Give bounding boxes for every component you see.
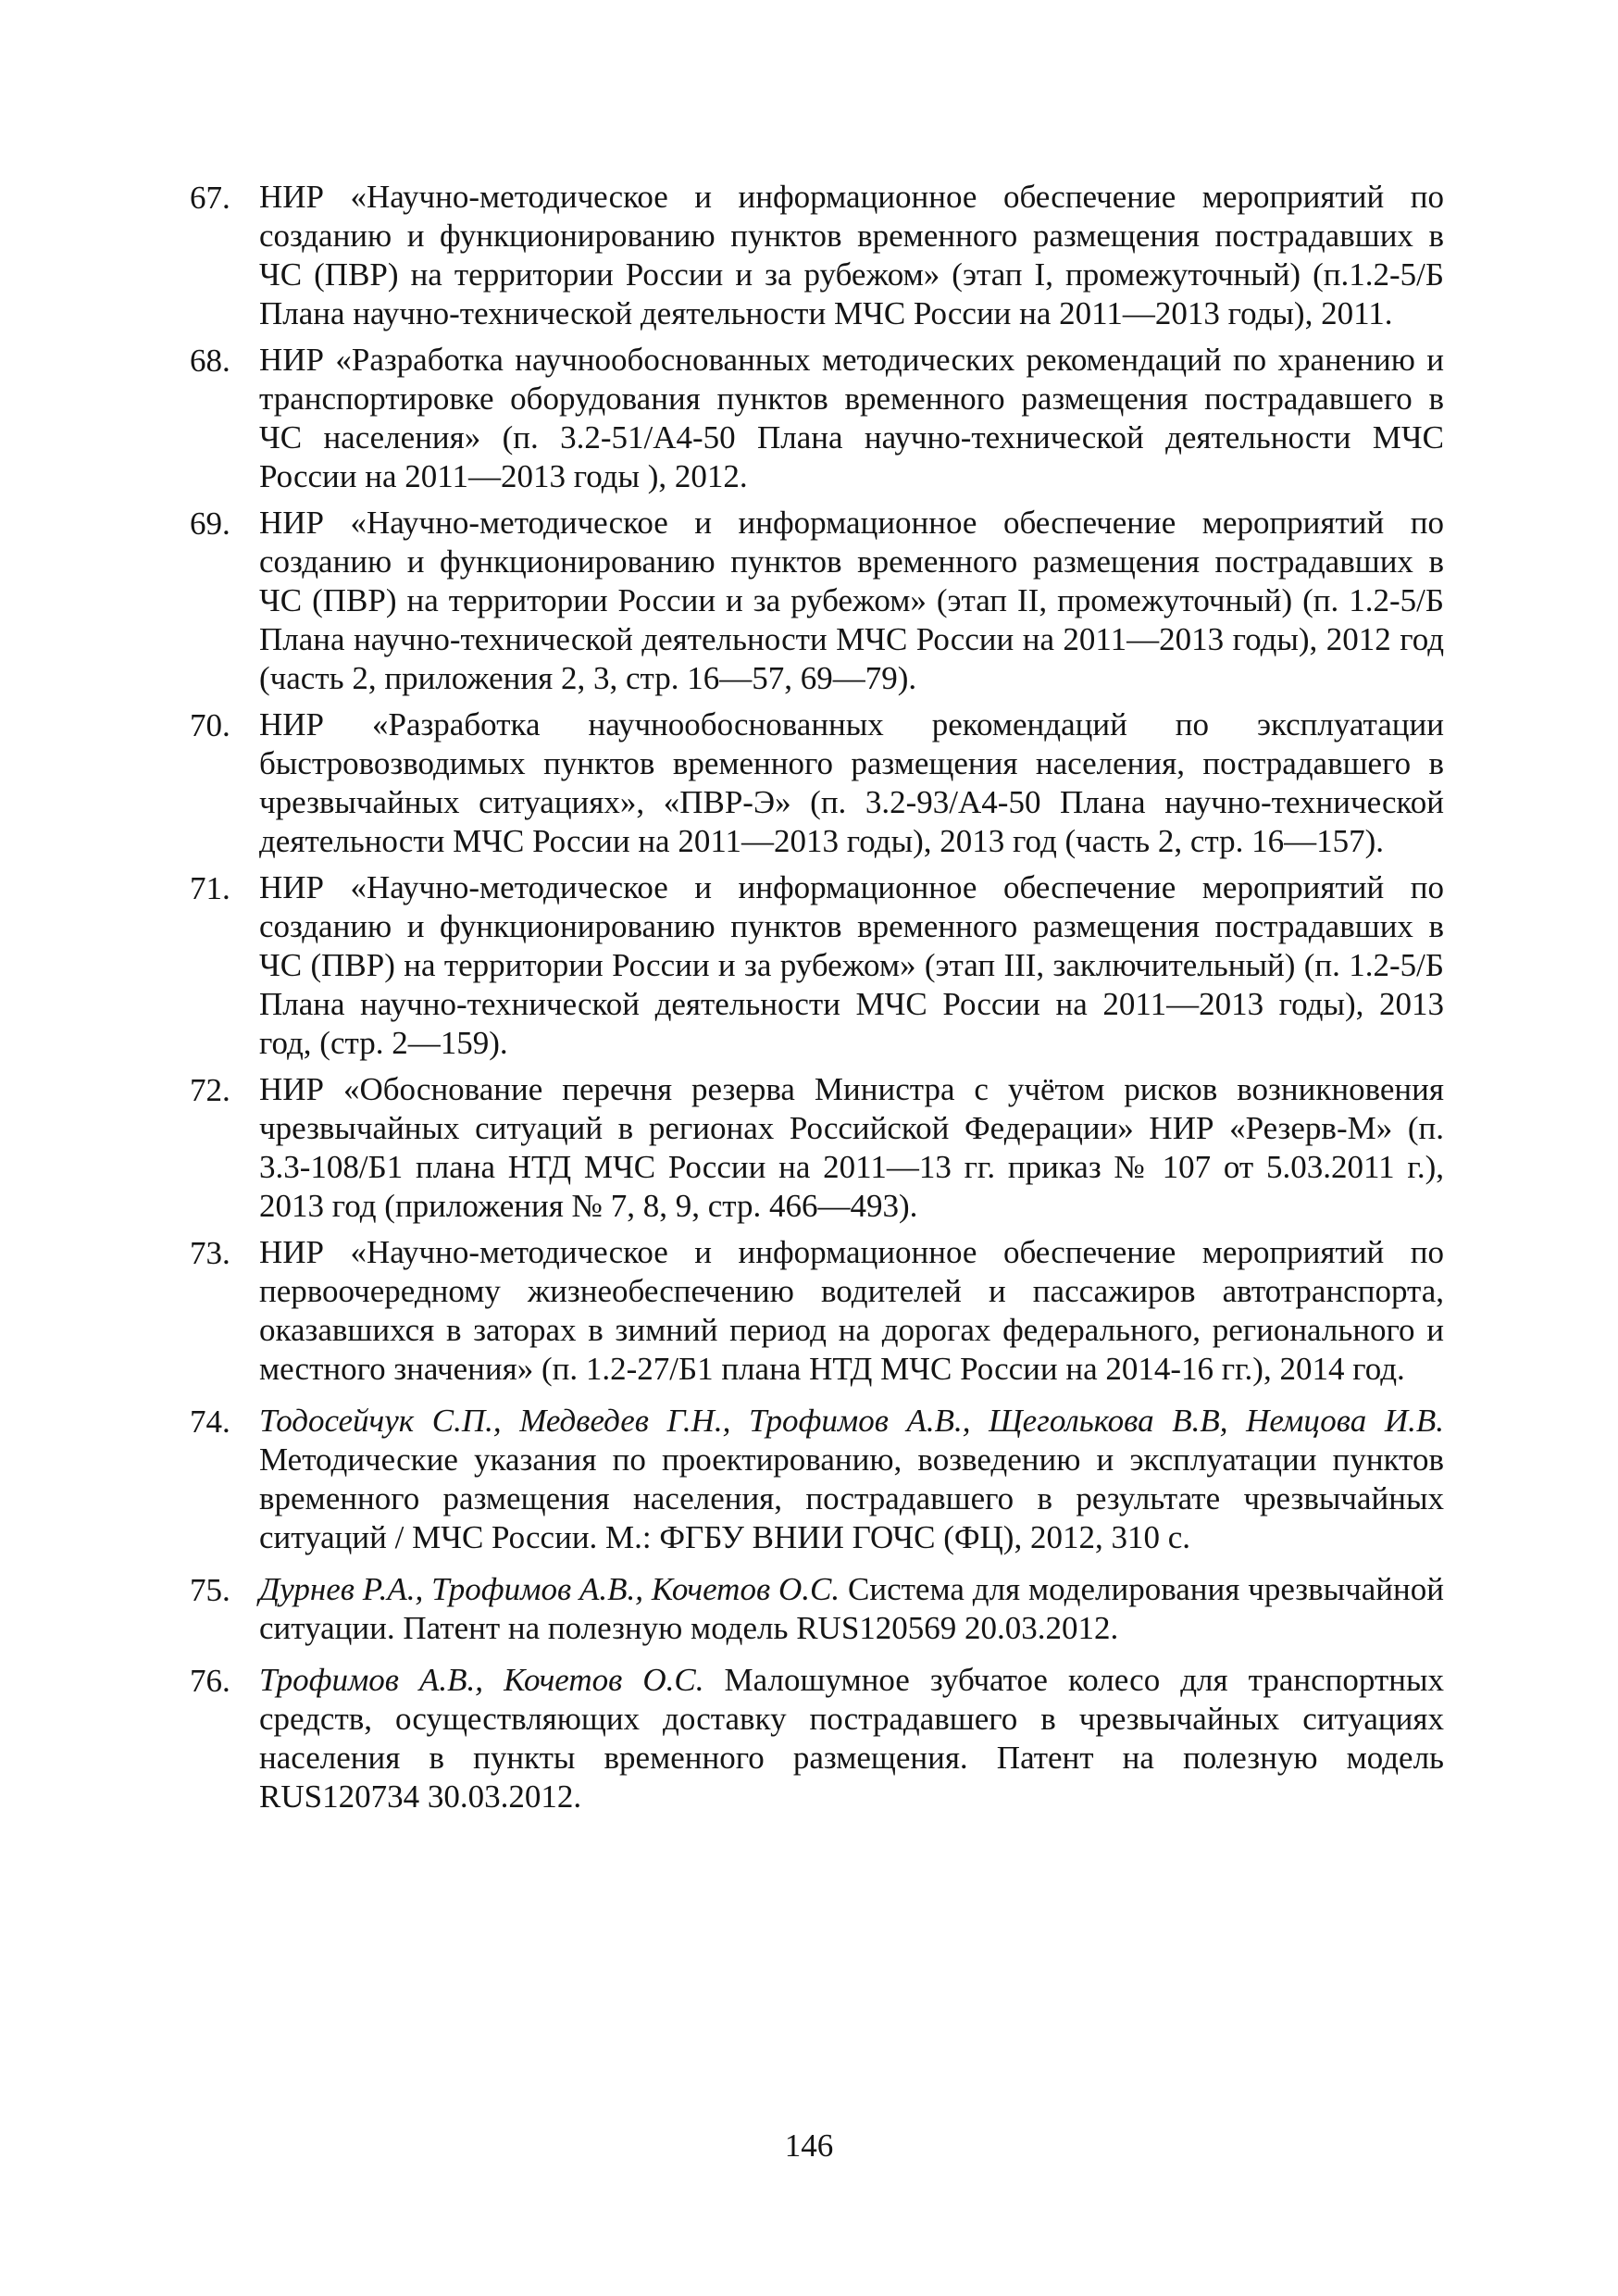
reference-text: НИР «Обоснование перечня резерва Министра с учётом рисков возникновения чрезвычайных ситуаций в регионах Российской Федерации» НИР «Резерв-М» (п. 3.3-108/Б1 плана НТД МЧС России на 2011—13 гг. приказ № 107 от 5.03.2011 г.), 2013 год (приложения № 7, 8, 9, стр. 466—493). bbox=[259, 1071, 1444, 1224]
reference-authors: Дурнев Р.А., Трофимов А.В., Кочетов О.С. bbox=[259, 1571, 840, 1607]
reference-number: 76. bbox=[190, 1663, 230, 1699]
reference-text: НИР «Разработка научнообоснованных методических рекомендаций по хранению и транспортировке оборудования пунктов временного размещения пострадавшего в ЧС населения» (п. 3.2-51/А4-50 Плана научно-технической деятельности МЧС России на 2011—2013 годы ), 2012. bbox=[259, 342, 1444, 494]
page-number: 146 bbox=[784, 2128, 834, 2164]
reference-item bbox=[190, 1570, 1444, 1648]
reference-item bbox=[190, 1661, 1444, 1816]
reference-item bbox=[190, 705, 1444, 861]
reference-item bbox=[190, 1402, 1444, 1557]
reference-text: Система для моделирования чрезвычайной ситуации. Патент на полезную модель RUS120569 20.03.2012. bbox=[259, 1571, 1445, 1646]
reference-item bbox=[190, 178, 1444, 333]
reference-text: Малошумное зубчатое колесо для транспортных средств, осуществляющих доставку пострадавшего в чрезвычайных ситуациях населения в пункты временного размещения. Патент на полезную модель RUS120734 30.03.2012. bbox=[259, 1662, 1444, 1815]
reference-number: 67. bbox=[190, 180, 230, 216]
reference-authors: Тодосейчук С.П., Медведев Г.Н., Трофимов А.В., Щеголькова В.В, Немцова И.В. bbox=[259, 1403, 1444, 1439]
reference-number: 70. bbox=[190, 707, 230, 743]
reference-authors: Трофимов А.В., Кочетов О.С. bbox=[259, 1662, 704, 1698]
reference-item bbox=[190, 504, 1444, 698]
reference-list bbox=[190, 178, 1444, 1824]
reference-number: 71. bbox=[190, 870, 230, 906]
reference-text: НИР «Научно-методическое и информационное обеспечение мероприятий по созданию и функционированию пунктов временного размещения пострадавших в ЧС (ПВР) на территории России и за рубежом» (этап II, промежуточный) (п. 1.2-5/Б Плана научно-технической деятельности МЧС России на 2011—2013 годы), 2012 год (часть 2, приложения 2, 3, стр. 16—57, 69—79). bbox=[259, 505, 1444, 696]
reference-number: 75. bbox=[190, 1572, 230, 1608]
reference-number: 74. bbox=[190, 1404, 230, 1440]
reference-item bbox=[190, 868, 1444, 1063]
reference-item bbox=[190, 341, 1444, 496]
reference-number: 73. bbox=[190, 1235, 230, 1271]
reference-number: 68. bbox=[190, 343, 230, 379]
reference-text: НИР «Научно-методическое и информационное обеспечение мероприятий по созданию и функционированию пунктов временного размещения пострадавших в ЧС (ПВР) на территории России и за рубежом» (этап I, промежуточный) (п.1.2-5/Б Плана научно-технической деятельности МЧС России на 2011—2013 годы), 2011. bbox=[259, 179, 1444, 331]
reference-text: Методические указания по проектированию, возведению и эксплуатации пунктов временного размещения населения, пострадавшего в результате чрезвычайных ситуаций / МЧС России. М.: ФГБУ ВНИИ ГОЧС (ФЦ), 2012, 310 с. bbox=[259, 1441, 1444, 1555]
reference-number: 72. bbox=[190, 1072, 230, 1108]
reference-text: НИР «Разработка научнообоснованных рекомендаций по эксплуатации быстровозводимых пунктов временного размещения населения, пострадавшего в чрезвычайных ситуациях», «ПВР-Э» (п. 3.2-93/А4-50 Плана научно-технической деятельности МЧС России на 2011—2013 годы), 2013 год (часть 2, стр. 16—157). bbox=[259, 706, 1444, 859]
reference-item bbox=[190, 1233, 1444, 1389]
reference-item bbox=[190, 1070, 1444, 1226]
reference-text: НИР «Научно-методическое и информационное обеспечение мероприятий по созданию и функционированию пунктов временного размещения пострадавших в ЧС (ПВР) на территории России и за рубежом» (этап III, заключительный) (п. 1.2-5/Б Плана научно-технической деятельности МЧС России на 2011—2013 годы), 2013 год, (стр. 2—159). bbox=[259, 869, 1444, 1061]
reference-text: НИР «Научно-методическое и информационное обеспечение мероприятий по первоочередному жизнеобеспечению водителей и пассажиров автотранспорта, оказавшихся в заторах в зимний период на дорогах федерального, регионального и местного значения» (п. 1.2-27/Б1 плана НТД МЧС России на 2014-16 гг.), 2014 год. bbox=[259, 1234, 1444, 1387]
reference-number: 69. bbox=[190, 505, 230, 542]
